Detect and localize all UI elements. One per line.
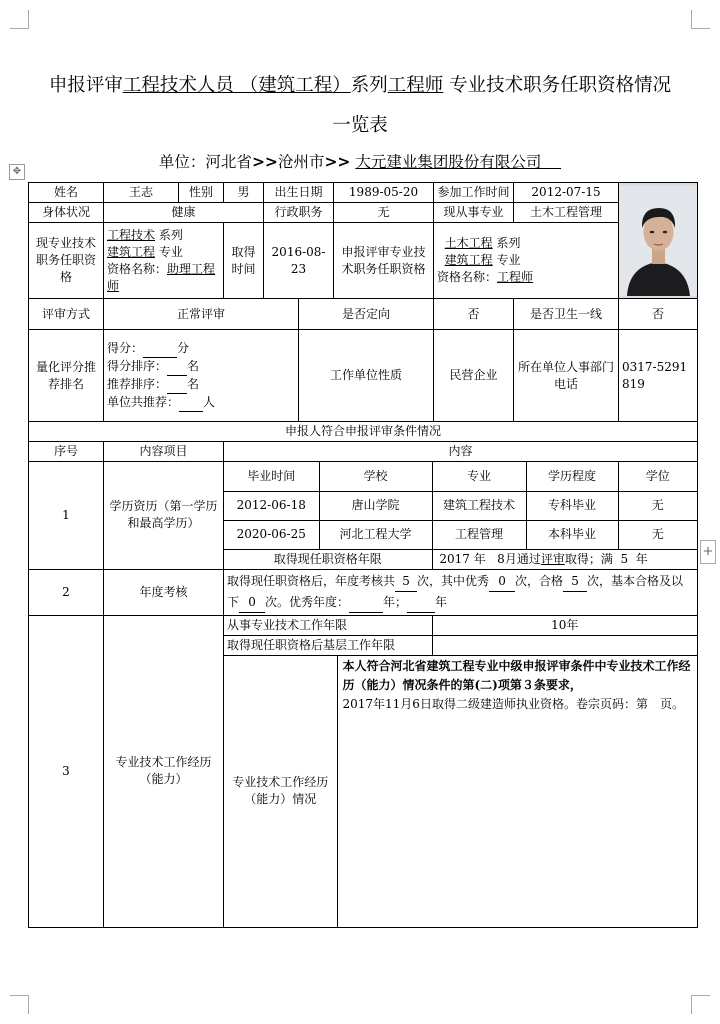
experience-table <box>224 616 697 928</box>
years-qualified-value: 2017 年 8月通过评审取得；满 5 年 <box>432 549 697 569</box>
grassroots-years-label: 取得现任职资格后基层工作年限 <box>224 635 432 655</box>
row1-no: 1 <box>29 462 104 570</box>
edu-cell: 建筑工程技术 <box>432 491 526 520</box>
title-series-suffix: 系列 <box>350 75 388 96</box>
edu-header: 学历程度 <box>526 462 618 491</box>
conditions-header: 申报人符合申报评审条件情况 <box>29 422 698 442</box>
apply-title-label: 申报评审专业技术职务任职资格 <box>334 223 434 299</box>
edu-cell: 专科毕业 <box>526 491 618 520</box>
edu-header: 学位 <box>618 462 697 491</box>
document-title <box>20 68 700 104</box>
unit-city: 沧州市 <box>277 153 325 171</box>
edu-cell: 唐山学院 <box>319 491 432 520</box>
admin-value: 无 <box>334 203 434 223</box>
row3-no: 3 <box>29 615 104 928</box>
col-content-header: 内容 <box>224 442 698 462</box>
work-years-value: 10年 <box>432 616 697 636</box>
name-label: 姓名 <box>29 183 104 203</box>
unit-line <box>0 150 720 172</box>
table-row <box>224 491 697 520</box>
experience-value: 本人符合河北省建筑工程专业中级申报评审条件中专业技术工作经历（能力）情况条件的第(二)项第３条要求， 2017年11月6日取得二级建造师执业资格。卷宗页码：第 页。 <box>337 655 697 927</box>
row1-item: 学历资历（第一学历和最高学历） <box>104 462 224 570</box>
document-title-line2: 一览表 <box>332 115 388 136</box>
title-level: 工程师 <box>387 75 444 96</box>
edu-cell: 2020-06-25 <box>224 520 319 549</box>
work-unit-nature-value: 民营企业 <box>434 330 514 422</box>
health-value: 健康 <box>104 203 264 223</box>
work-years-label: 从事专业技术工作年限 <box>224 616 432 636</box>
health-label: 身体状况 <box>29 203 104 223</box>
unit-label: 单位： <box>158 153 206 171</box>
apply-title-value: 土木工程 系列 建筑工程 专业 资格名称：工程师 <box>434 223 619 299</box>
experience-cell <box>224 615 698 928</box>
health-line-value: 否 <box>619 299 698 330</box>
education-table <box>224 462 697 569</box>
gender-label: 性别 <box>179 183 224 203</box>
edu-cell: 河北工程大学 <box>319 520 432 549</box>
birth-label: 出生日期 <box>264 183 334 203</box>
hr-phone-value: 0317-5291819 <box>619 330 698 422</box>
health-line-label: 是否卫生一线 <box>514 299 619 330</box>
col-no-header: 序号 <box>29 442 104 462</box>
row3-item: 专业技术工作经历（能力） <box>104 615 224 928</box>
edu-cell: 无 <box>618 520 697 549</box>
admin-label: 行政职务 <box>264 203 334 223</box>
name-value: 王志 <box>104 183 179 203</box>
page-corner-mark <box>691 995 710 1014</box>
hr-phone-label: 所在单位人事部门电话 <box>514 330 619 422</box>
current-major-label: 现从事专业 <box>434 203 514 223</box>
current-title-value: 工程技术 系列 建筑工程 专业 资格名称：助理工程师 <box>104 223 224 299</box>
quant-score-value: 得分： 分 得分排序： 名 推荐排序： 名 单位共推荐： 人 <box>104 330 299 422</box>
annual-review-value: 取得现任职资格后，年度考核共 5 次，其中优秀 0 次，合格 5 次，基本合格及以下 0 次。优秀年度： 年； 年 <box>224 569 698 615</box>
col-item-header: 内容项目 <box>104 442 224 462</box>
current-title-label: 现专业技术职务任职资格 <box>29 223 104 299</box>
directed-value: 否 <box>434 299 514 330</box>
title-suffix: 专业技术职务任职资格情况 <box>449 75 672 96</box>
work-start-value: 2012-07-15 <box>514 183 619 203</box>
title-prefix: 申报评审 <box>48 75 123 96</box>
work-unit-nature-label: 工作单位性质 <box>299 330 434 422</box>
edu-header: 毕业时间 <box>224 462 319 491</box>
edu-cell: 工程管理 <box>432 520 526 549</box>
experience-label: 专业技术工作经历（能力）情况 <box>224 655 337 927</box>
review-method-label: 评审方式 <box>29 299 104 330</box>
add-row-icon[interactable]: + <box>700 540 716 564</box>
applicant-photo <box>619 183 698 299</box>
unit-company: 大元建业集团股份有限公司 <box>355 153 542 171</box>
directed-label: 是否定向 <box>299 299 434 330</box>
row2-item: 年度考核 <box>104 569 224 615</box>
edu-header: 专业 <box>432 462 526 491</box>
obtain-date-value: 2016-08-23 <box>264 223 334 299</box>
edu-header: 学校 <box>319 462 432 491</box>
obtain-date-label: 取得时间 <box>224 223 264 299</box>
quant-score-label: 量化评分推荐排名 <box>29 330 104 422</box>
page-corner-mark <box>10 995 29 1014</box>
education-cell <box>224 462 698 570</box>
birth-value: 1989-05-20 <box>334 183 434 203</box>
title-series: 工程技术人员 （建筑工程） <box>122 75 351 96</box>
edu-cell: 本科毕业 <box>526 520 618 549</box>
unit-separator: >> <box>251 152 278 171</box>
review-method-value: 正常评审 <box>104 299 299 330</box>
years-qualified-label: 取得现任职资格年限 <box>224 549 432 569</box>
page-corner-mark <box>10 10 29 29</box>
page-corner-mark <box>691 10 710 29</box>
work-start-label: 参加工作时间 <box>434 183 514 203</box>
grassroots-years-value <box>432 635 697 655</box>
edu-cell: 无 <box>618 491 697 520</box>
table-move-handle-icon[interactable]: ✥ <box>9 164 25 180</box>
unit-province: 河北省 <box>205 153 252 171</box>
edu-cell: 2012-06-18 <box>224 491 319 520</box>
person-photo-icon <box>619 186 698 296</box>
current-major-value: 土木工程管理 <box>514 203 619 223</box>
qualification-table <box>28 182 698 928</box>
gender-value: 男 <box>224 183 264 203</box>
row2-no: 2 <box>29 569 104 615</box>
unit-separator: >> <box>324 152 351 171</box>
table-row <box>224 520 697 549</box>
